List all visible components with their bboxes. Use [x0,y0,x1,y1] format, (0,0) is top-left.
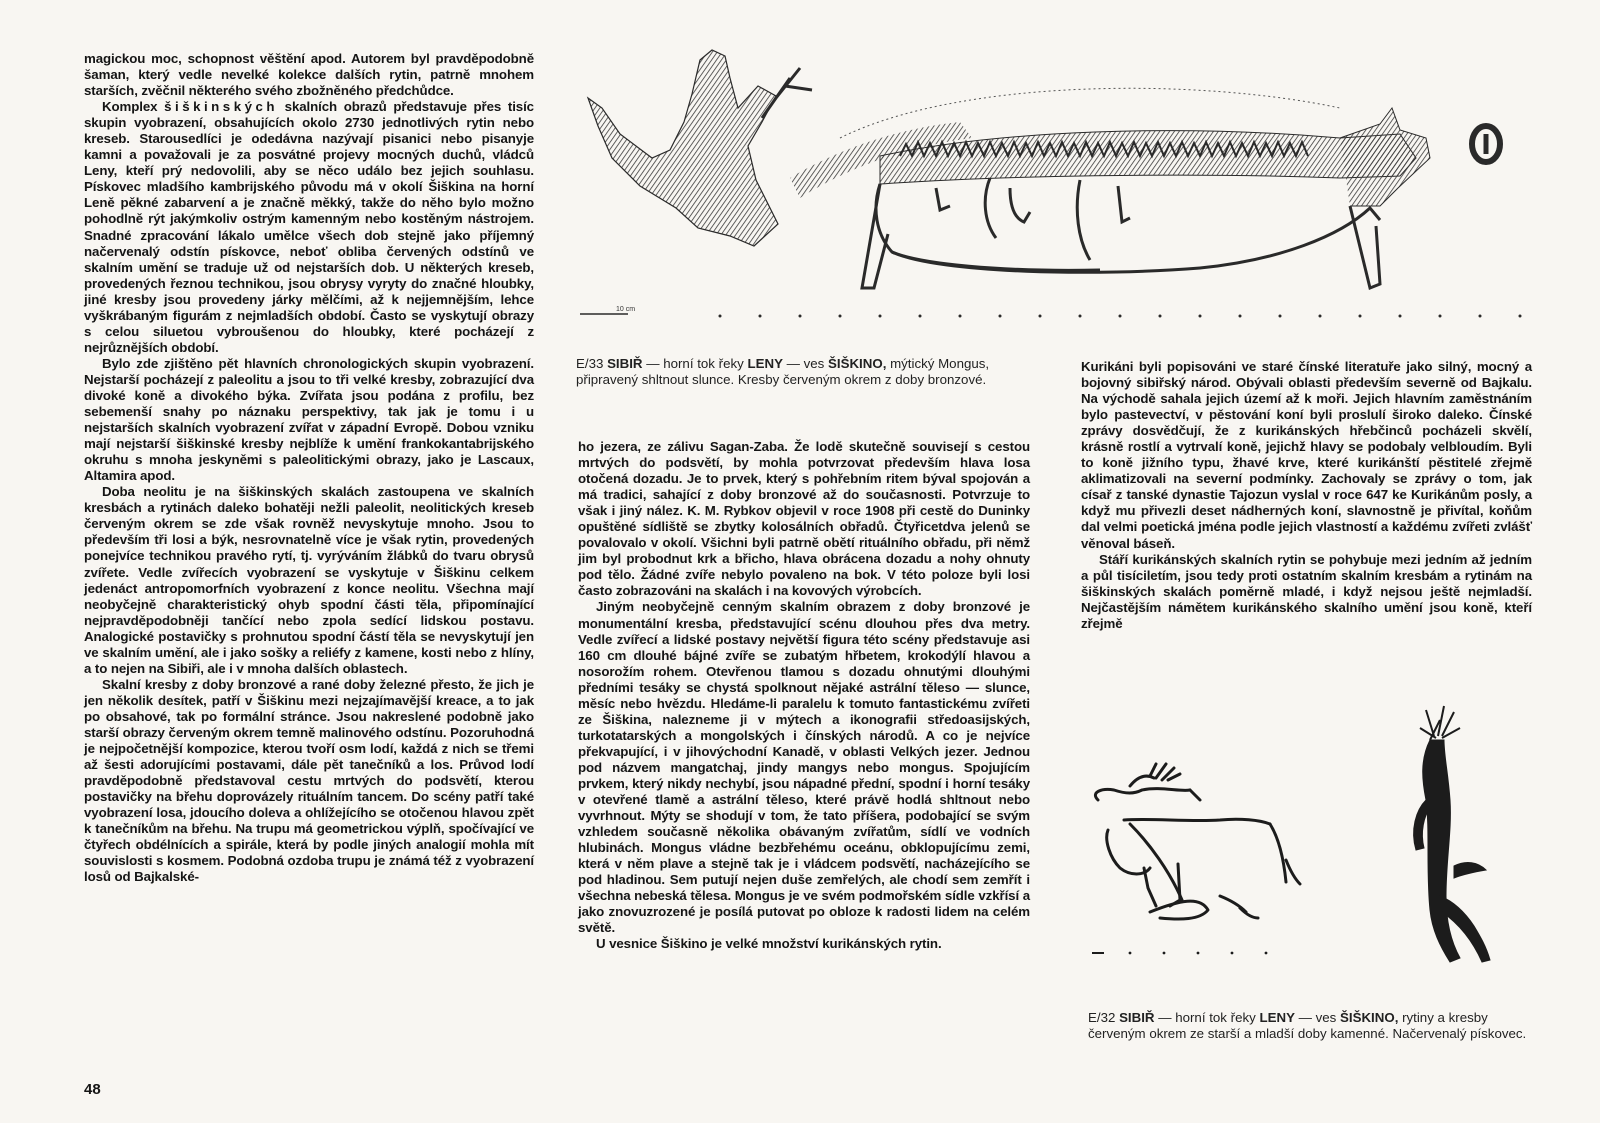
paragraph: magickou moc, schopnost věštění apod. Autorem byl pravděpodobně šaman, který vedle nevelké kolekce dalších rytin, patrně mnohem starších, zvěčnil některého svého zbožněného předchůdce. [84,51,534,99]
right-text-column [1081,359,1532,632]
figure-baseline [1092,952,1267,955]
caption-text: mýtický Mongus, připravený shltnout slunce. Kresby červeným okrem z doby bronzové. [576,356,990,387]
page-number: 48 [84,1081,101,1098]
caption-village: ŠIŠKINO, [828,356,887,371]
caption-text: rytiny a kresby červeným okrem ze starší a mladší doby kamenné. Načervenalý pískovec. [1088,1010,1527,1041]
middle-text-column [578,439,1030,953]
dotted-reference-line [719,315,1522,318]
caption-river: LENY [747,356,783,371]
paragraph: Komplex šiškinských skalních obrazů představuje přes tisíc skupin vyobrazení, obsahujících okolo 2730 jednotlivých rytin nebo kreseb. Starousedlíci je odedávna nazývají pisanici nebo pisanyje kamni a považovali je za posvátné projevy mocných duchů, vládců Leny, kteří prý nedovolili, aby se něco událo bez jejich souhlasu. Pískovec mladšího kambrijského původu má v okolí Šiškina na horní Leně pěkné zabarvení a je značně měkký, takže do něho bylo možno pohodlně rýt jakýmkoliv ostrým kamenným nebo kostěným nástrojem. Snadné zpracování lákalo umělce všech dob stejně jako příjemný načervenalý odstín pískovce, neboť obliba červených odstínů ve skalním umění se traduje už od nejstarších dob. U některých kreseb, provedených řeznou technikou, jsou obrysy vyryty do značné hloubky, jiné kresby jsou provedeny járky mělčími, až k nejjemnějším, lehce vyškrábaným figurám z nejmladších období. Často se vyskytují obrazy s celou siluetou vybroušenou do hloubky, které pocházejí z nejrůznějších období. [84,99,534,355]
interior-marks [936,178,1130,260]
paragraph: Stáří kurikánských skalních rytin se pohybuje mezi jedním až jedním a půl tisíciletím, jsou tedy proti ostatním skalním kresbám a rytinám na šiškinských skalách poměrně mladé, i když nejsou ještě nejmladší. Nejčastějším námětem kurikánského skalního umění jsou koně, kteří zřejmě [1081,551,1532,631]
paragraph: Kurikáni byli popisováni ve staré čínské literatuře jako silný, mocný a bojovný sibiřský národ. Obývali oblasti především severně od Bajkalu. Na východě sahala jejich území až k moři. Jejich hlavním zaměstnáním bylo pastevectví, v pěstování koní byli proslulí široko daleko. Čínské zprávy dosvědčují, že z kurikánských hřebčinců pocházeli skvělí, krásně rostlí a vytrvalí koně, jejichž hlavy se podobaly velbloudím. Byli to koně jižního typu, žhavé krve, které kurikánští pěstitelé zřejmě aklimatizovali na severní podmínky. Zachovaly se zprávy o tom, jak císař z tanské dynastie Tajozun vyslal v roce 647 ke Kurikánům posly, a když mu přivezli deset nádherných koní, slavnostně je přivítal, koňům dal velmi poetická jména podle jejich vlastností a každému zvířeti zvlášť věnoval báseň. [1081,359,1532,551]
figure-caption-e33: E/33 SIBIŘ — horní tok řeky LENY — ves ŠIŠKINO, mýtický Mongus, připravený shltnout slunce. Kresby červeným okrem z doby bronzové. [576,356,990,387]
standing-figure [1414,706,1490,962]
paragraph: U vesnice Šiškino je velké množství kurikánských rytin. [596,936,942,952]
scale-label: 10 cm [616,306,636,313]
caption-village: ŠIŠKINO, [1340,1010,1399,1025]
spaced-word: šiškinských [164,99,279,115]
paragraph: Bylo zde zjištěno pět hlavních chronologických skupin vyobrazení. Nejstarší pocházejí z paleolitu a jsou to tři velké kresby, zobrazující dva divoké koně a divokého býka. Zvířata jsou podána z profilu, bez sebemenší snahy po náznaku perspektivy, tak jak je tomu i u nejstarších skalních vyobrazení zvířat v západní Evropě. Dobou vzniku mají nejstarší šiškinské kresby nejblíže k umění frankokantabrijského okruhu s mnoha jeskyněmi s paleolitickými obrazy, jako je Lascaux, Altamira apod. [84,355,534,484]
creature-jaw [1340,108,1430,206]
elk-and-figure-illustration [1090,700,1530,970]
creature-belly-inner [892,252,1100,270]
paragraph: ho jezera, ze zálivu Sagan-Zaba. Že lodě skutečně souvisejí s cestou mrtvých do podsvětí, by mohla potvrzovat především hlava losa otočená dozadu. Je to prvek, který s pohřebním ritem býval spojován a má tradici, sahající z doby bronzové až do současnosti. Potvrzuje to však i jiný nález. K. M. Rybkov objevil v roce 1908 při cestě do Duninky opuštěné sídliště se zbytky kolosálních obřadů. Čtyřicetdva jelenů se povalovalo v okolí. Všichni byli patrně obětí rituálního obřadu, při němž jim byl probodnut krk a břicho, hlava obrácena dozadu a nohy ohnuty pod tělo. Žádné zvíře nebylo povaleno na bok. V této poloze byli losi často zobrazováni na skalách i na kovových výrobcích. [578,439,1030,599]
caption-region: SIBIŘ [1119,1010,1155,1025]
caption-code: E/33 [576,356,604,371]
creature-belly [876,184,1380,272]
paragraph: Doba neolitu je na šiškinských skalách zastoupena ve skalních kresbách a rytinách daleko bohatěji nežli paleolit, neolitických kreseb červeným okrem se zde však rovněž nevyskytuje mnoho. Jsou to především tři losi a býk, nesrovnatelně více je však rytin, provedených ponejvíce technikou pravého rytí, tj. vyrýváním žlábků do tvaru obrysů zvířete. Vedle zvířecích vyobrazení se vyskytuje v Šiškinu celkem jedenáct antropomorfních vyobrazení z konce neolitu. Všechna mají neobyčejně charakteristický ohyb spodní části těla, připomínající nejpravděpodobněji tančící nebo zpola sedící lidskou postavu. Analogické postavičky s prohnutou spodní částí těla se nevyskytují jen ve skalním umění, ale i jako sošky a reliéfy z kamene, kosti nebo z hlíny, a to nejen na Sibiři, ale i v mnoha dalších oblastech. [84,484,534,676]
caption-river: LENY [1259,1010,1295,1025]
mongus-illustration [580,38,1540,328]
human-figure [588,50,778,246]
elk-drawing [1095,764,1300,919]
paragraph: Jiným neobyčejně cenným skalním obrazem z doby bronzové je monumentální kresba, představující scénu dlouhou přes dva metry. Vedle zvířecí a lidské postavy největší figura této scény představuje asi 160 cm dlouhé bájné zvíře se zubatým hřbetem, krokodýlí hlavou a nosorožím rohem. Otevřenou tlamou s dozadu ohnutými dlouhými předními tesáky se chystá spolknout nějaké astrální těleso — slunce, měsíc nebo hvězdu. Hledáme-li paralelu k tomuto fantastickému zvířeti ze Šiškina, nalezneme ji v mýtech a ikonografii středoasijských, turkotatarských a mongolských i čínských národů. A co je nejvíce překvapující, i v jihovýchodní Kanadě, v oblasti Velkých jezer. Jednou pod názvem mangatchaj, jindy mangys nebo mongus. Spojujícím prvkem, který nikdy nechybí, jsou nápadné přední, spodní i horní tesáky v otevřené tlamě a astrální těleso, které právě hodlá shltnout nebo vyvrhnout. Mýty se shodují v tom, že tato příšera, podobající se svým vzhledem současně několika obávaným zvířatům, sídlí ve vodních hlubinách. Mongus vládne bezbřehému oceánu, obklopujícímu zemi, která v něm plave a stejně tak je i vládcem podsvětí, nacházejícího se pod hladinou. Sem putují nejen duše zemřelých, ale chodí sem zemřít i všechna nebeská tělesa. Mongus je ve svém podmořském sídle vzkřísí a jako znovuzrozené je posílá putovat po obloze k radosti lidem na celém světě. [578,599,1030,936]
figure-caption-e32: E/32 SIBIŘ — horní tok řeky LENY — ves ŠIŠKINO, rytiny a kresby červeným okrem ze starší a mladší doby kamenné. Načervenalý pískovec. [1088,1010,1527,1041]
paragraph: Skalní kresby z doby bronzové a rané doby železné přesto, že jich je jen několik desítek, patří v Šiškinu mezi nejzajímavější kreace, a to jak po obsahové, tak po formální stránce. Jsou nakreslené podobně jako starší obrazy červeným okrem temně malinového odstínu. Pozoruhodná je nejpočetnější kompozice, kterou tvoří osm lodí, každá z nich se třemi až šesti adorujícími postavami, dále pět tanečníků a los. Průvod lodí pravděpodobně představoval cestu mrtvých do podsvětí, kterou postavičky na břehu doprovázely rituálním tancem. Do scény patří také vyobrazení losa, jdoucího doleva a ohlížejícího se otočenou hlavou zpět k tanečníkům na břehu. Na trupu má geometrickou výplň, spočívající ve čtyřech obdélnících a spirále, která by podle jiných analogií mohla mít souvislosti s kosmem. Podobná ozdoba trupu je známá též z vyobrazení losů od Bajkalské- [84,676,534,885]
caption-code: E/32 [1088,1010,1116,1025]
caption-region: SIBIŘ [607,356,643,371]
left-text-column [84,51,534,885]
